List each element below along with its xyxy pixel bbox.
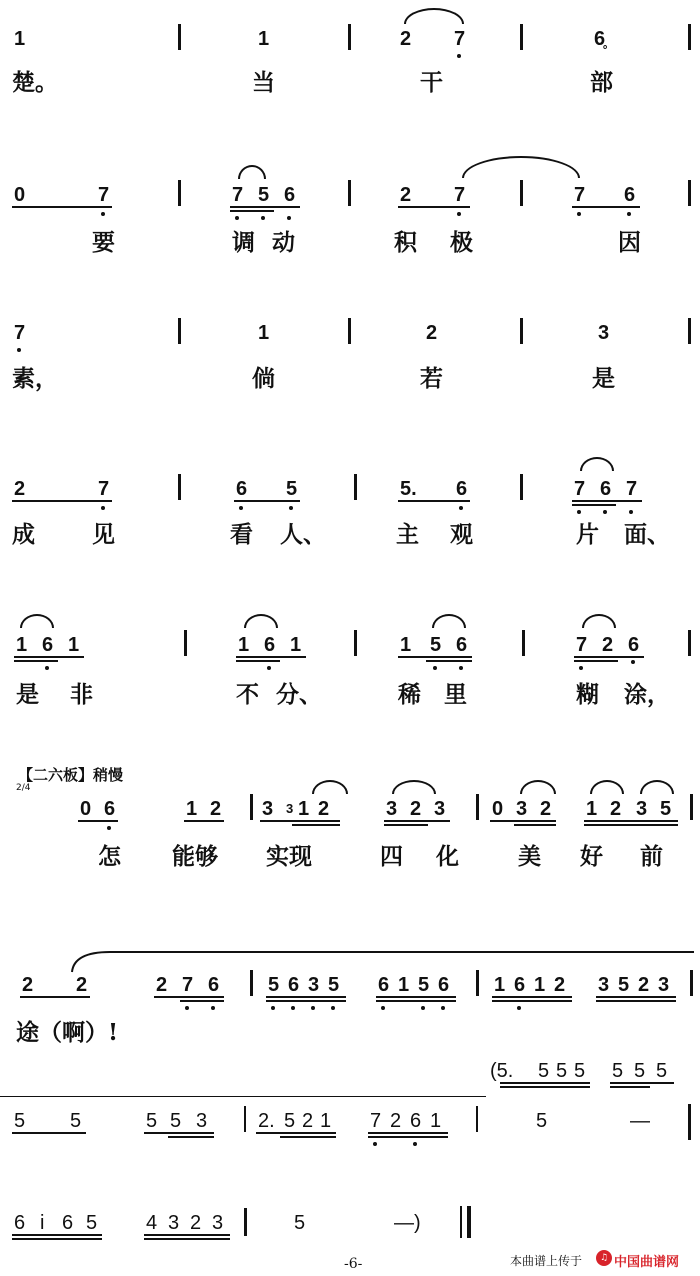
lyric: 稀 xyxy=(398,681,421,708)
note: 6 xyxy=(438,974,450,996)
note: 3 xyxy=(286,801,294,816)
note: 5 xyxy=(14,1110,26,1132)
lyric: 是 xyxy=(592,365,615,392)
underline xyxy=(154,996,224,998)
note: 3 xyxy=(516,798,528,820)
note: 5 xyxy=(612,1060,624,1082)
note: 7 xyxy=(14,322,26,344)
time-signature: 2/4 xyxy=(16,783,31,793)
lyric: 非 xyxy=(70,681,93,708)
note: 3 xyxy=(434,798,446,820)
system-line xyxy=(0,1096,486,1097)
final-barline-thick xyxy=(467,1206,471,1238)
underline xyxy=(20,996,90,998)
note: 1 xyxy=(16,634,28,656)
note: 6 xyxy=(456,634,468,656)
note: 5 xyxy=(538,1060,550,1082)
note: 7 xyxy=(98,184,110,206)
note: 4 xyxy=(146,1212,158,1234)
low-octave-dot xyxy=(441,1006,445,1010)
underline xyxy=(12,1132,86,1134)
low-octave-dot xyxy=(211,1006,215,1010)
note: 6 xyxy=(288,974,300,996)
underline xyxy=(12,1234,102,1236)
note: i xyxy=(40,1212,45,1234)
underline xyxy=(492,996,572,998)
note: 5 xyxy=(574,1060,586,1082)
underline xyxy=(144,1132,214,1134)
note: 0 xyxy=(14,184,26,206)
note: 3 xyxy=(212,1212,224,1234)
lyric: 观 xyxy=(450,521,473,548)
note: 2 xyxy=(22,974,34,996)
lyric: 主 xyxy=(396,521,419,548)
note: 1 xyxy=(258,322,270,344)
lyric: 当 xyxy=(252,69,275,96)
note: 2 xyxy=(76,974,88,996)
barline xyxy=(244,1106,246,1132)
underline xyxy=(168,1136,214,1138)
barline xyxy=(688,1104,691,1140)
note: 3 xyxy=(636,798,648,820)
lyric: 倘 xyxy=(252,365,275,392)
note: 1 xyxy=(290,634,302,656)
note: 5 xyxy=(618,974,630,996)
barline xyxy=(250,970,253,996)
note: 5 xyxy=(536,1110,548,1132)
underline xyxy=(256,1132,336,1134)
site-name[interactable]: 中国曲谱网 xyxy=(614,1255,680,1270)
note: 2 xyxy=(190,1212,202,1234)
note: 6 xyxy=(456,478,468,500)
note: 2 xyxy=(318,798,330,820)
lyric: 面、 xyxy=(624,521,670,548)
note: 5 xyxy=(556,1060,568,1082)
lyric: 分、 xyxy=(276,681,322,708)
note: 7 xyxy=(232,184,244,206)
underline xyxy=(500,1082,590,1084)
note: 7 xyxy=(454,28,466,50)
note: 7 xyxy=(576,634,588,656)
note: 3 xyxy=(262,798,274,820)
lyric: 要 xyxy=(92,229,115,256)
note: 2 xyxy=(554,974,566,996)
underline xyxy=(596,1000,676,1002)
lyric: 能够 xyxy=(172,843,218,870)
underline xyxy=(492,1000,572,1002)
low-octave-dot xyxy=(291,1006,295,1010)
note: 6 xyxy=(264,634,276,656)
lyric: 美 xyxy=(518,843,541,870)
note: 3 xyxy=(386,798,398,820)
lyric: 是 xyxy=(16,681,39,708)
underline xyxy=(610,1086,650,1088)
barline xyxy=(476,1106,478,1132)
lyric: 途（啊）! xyxy=(16,1019,119,1046)
note: 1 xyxy=(586,798,598,820)
note: 2 xyxy=(602,634,614,656)
lyric: 人、 xyxy=(280,521,326,548)
lyric: 若 xyxy=(420,365,443,392)
underline xyxy=(144,1238,230,1240)
site-logo-icon: ♫ xyxy=(596,1250,612,1266)
note: 1 xyxy=(238,634,250,656)
note: 2 xyxy=(210,798,222,820)
note: 6̥ xyxy=(594,28,606,50)
note: 5 xyxy=(660,798,672,820)
underline xyxy=(266,1000,346,1002)
note: 6 xyxy=(62,1212,74,1234)
note: 6 xyxy=(514,974,526,996)
note: 2 xyxy=(638,974,650,996)
lyric: 积 xyxy=(394,229,417,256)
note: 3 xyxy=(196,1110,208,1132)
underline xyxy=(144,1234,230,1236)
note: 7 xyxy=(574,478,586,500)
note: 1 xyxy=(320,1110,332,1132)
note: 5 xyxy=(328,974,340,996)
note: 5 xyxy=(418,974,430,996)
note: 1 xyxy=(430,1110,442,1132)
lyric: 楚。 xyxy=(12,69,58,96)
note: 5 xyxy=(258,184,270,206)
lyric: 前 xyxy=(640,843,663,870)
note: 2 xyxy=(540,798,552,820)
note: 3 xyxy=(658,974,670,996)
note: 7 xyxy=(98,478,110,500)
lyric: 看 xyxy=(230,521,253,548)
upload-note: 本曲谱上传于 xyxy=(510,1254,583,1268)
underline xyxy=(266,996,346,998)
page-number: -6- xyxy=(344,1256,363,1272)
note: 6 xyxy=(42,634,54,656)
note: 6 xyxy=(284,184,296,206)
note: 6 xyxy=(236,478,248,500)
barline xyxy=(244,1208,247,1236)
note: 6 xyxy=(624,184,636,206)
note: 7 xyxy=(626,478,638,500)
note: 2 xyxy=(14,478,26,500)
lyric: 好 xyxy=(580,843,603,870)
lyric: 不 xyxy=(236,681,259,708)
note: 1 xyxy=(398,974,410,996)
note: 2. xyxy=(258,1110,275,1132)
note: 1 xyxy=(14,28,26,50)
note: — xyxy=(630,1110,650,1132)
underline xyxy=(368,1136,448,1138)
note: 1 xyxy=(534,974,546,996)
low-octave-dot xyxy=(373,1142,377,1146)
underline xyxy=(12,1238,102,1240)
lyric: 四 xyxy=(380,843,403,870)
note: 0 xyxy=(80,798,92,820)
lyric: 糊 xyxy=(576,681,599,708)
note: 7 xyxy=(370,1110,382,1132)
note: 5 xyxy=(286,478,298,500)
note: 6 xyxy=(600,478,612,500)
lyric: 部 xyxy=(590,69,613,96)
low-octave-dot xyxy=(517,1006,521,1010)
lyric: 见 xyxy=(92,521,115,548)
underline xyxy=(610,1082,674,1084)
note: 2 xyxy=(400,28,412,50)
note: 7 xyxy=(454,184,466,206)
note: 6 xyxy=(208,974,220,996)
note: 1 xyxy=(258,28,270,50)
note: 7 xyxy=(574,184,586,206)
underline xyxy=(376,1000,456,1002)
note: 5 xyxy=(268,974,280,996)
underline xyxy=(180,1000,224,1002)
note: 5 xyxy=(430,634,442,656)
note: 3 xyxy=(598,974,610,996)
note: 5 xyxy=(146,1110,158,1132)
note: 5 xyxy=(86,1212,98,1234)
note: 2 xyxy=(302,1110,314,1132)
lyric: 因 xyxy=(618,229,641,256)
lyric: 怎 xyxy=(98,843,121,870)
low-octave-dot xyxy=(413,1142,417,1146)
note: 3 xyxy=(308,974,320,996)
note: 2 xyxy=(610,798,622,820)
note: 0 xyxy=(492,798,504,820)
note: 5 xyxy=(170,1110,182,1132)
lyric: 涂， xyxy=(624,681,670,708)
low-octave-dot xyxy=(271,1006,275,1010)
note: 5 xyxy=(656,1060,668,1082)
note: 3 xyxy=(598,322,610,344)
note: 3 xyxy=(168,1212,180,1234)
note: 2 xyxy=(426,322,438,344)
note: 5 xyxy=(284,1110,296,1132)
lyric: 极 xyxy=(450,229,473,256)
low-octave-dot xyxy=(421,1006,425,1010)
note: 1 xyxy=(68,634,80,656)
lyric: 片 xyxy=(576,521,599,548)
note: 7 xyxy=(182,974,194,996)
lyric: 素， xyxy=(12,365,58,392)
lyric: 调 xyxy=(232,229,255,256)
final-barline-thin xyxy=(460,1206,462,1238)
note: 2 xyxy=(410,798,422,820)
note: 5 xyxy=(294,1212,306,1234)
note: 5. xyxy=(400,478,417,500)
note: 5 xyxy=(634,1060,646,1082)
note: 2 xyxy=(400,184,412,206)
note: 1 xyxy=(400,634,412,656)
low-octave-dot xyxy=(311,1006,315,1010)
lyric: 干 xyxy=(420,69,443,96)
note: —) xyxy=(394,1212,421,1234)
tempo-marking: 【二六板】稍慢 xyxy=(18,766,124,784)
underline xyxy=(500,1086,590,1088)
note: 6 xyxy=(104,798,116,820)
note: 6 xyxy=(628,634,640,656)
note: 6 xyxy=(378,974,390,996)
lyric: 实现 xyxy=(266,843,312,870)
low-octave-dot xyxy=(381,1006,385,1010)
underline xyxy=(376,996,456,998)
note: 6 xyxy=(14,1212,26,1234)
lyric: 化 xyxy=(436,843,459,870)
note: 2 xyxy=(390,1110,402,1132)
lyric: 动 xyxy=(272,229,295,256)
note: 2 xyxy=(156,974,168,996)
note: 1 xyxy=(494,974,506,996)
underline xyxy=(368,1132,448,1134)
underline xyxy=(280,1136,336,1138)
note: 1 xyxy=(186,798,198,820)
note: (5. xyxy=(490,1060,514,1082)
note: 5 xyxy=(70,1110,82,1132)
lyric: 成 xyxy=(12,521,35,548)
lyric: 里 xyxy=(444,681,467,708)
note: 1 xyxy=(298,798,310,820)
low-octave-dot xyxy=(331,1006,335,1010)
barline xyxy=(690,970,693,996)
underline xyxy=(596,996,676,998)
note: 6 xyxy=(410,1110,422,1132)
barline xyxy=(476,970,479,996)
low-octave-dot xyxy=(185,1006,189,1010)
